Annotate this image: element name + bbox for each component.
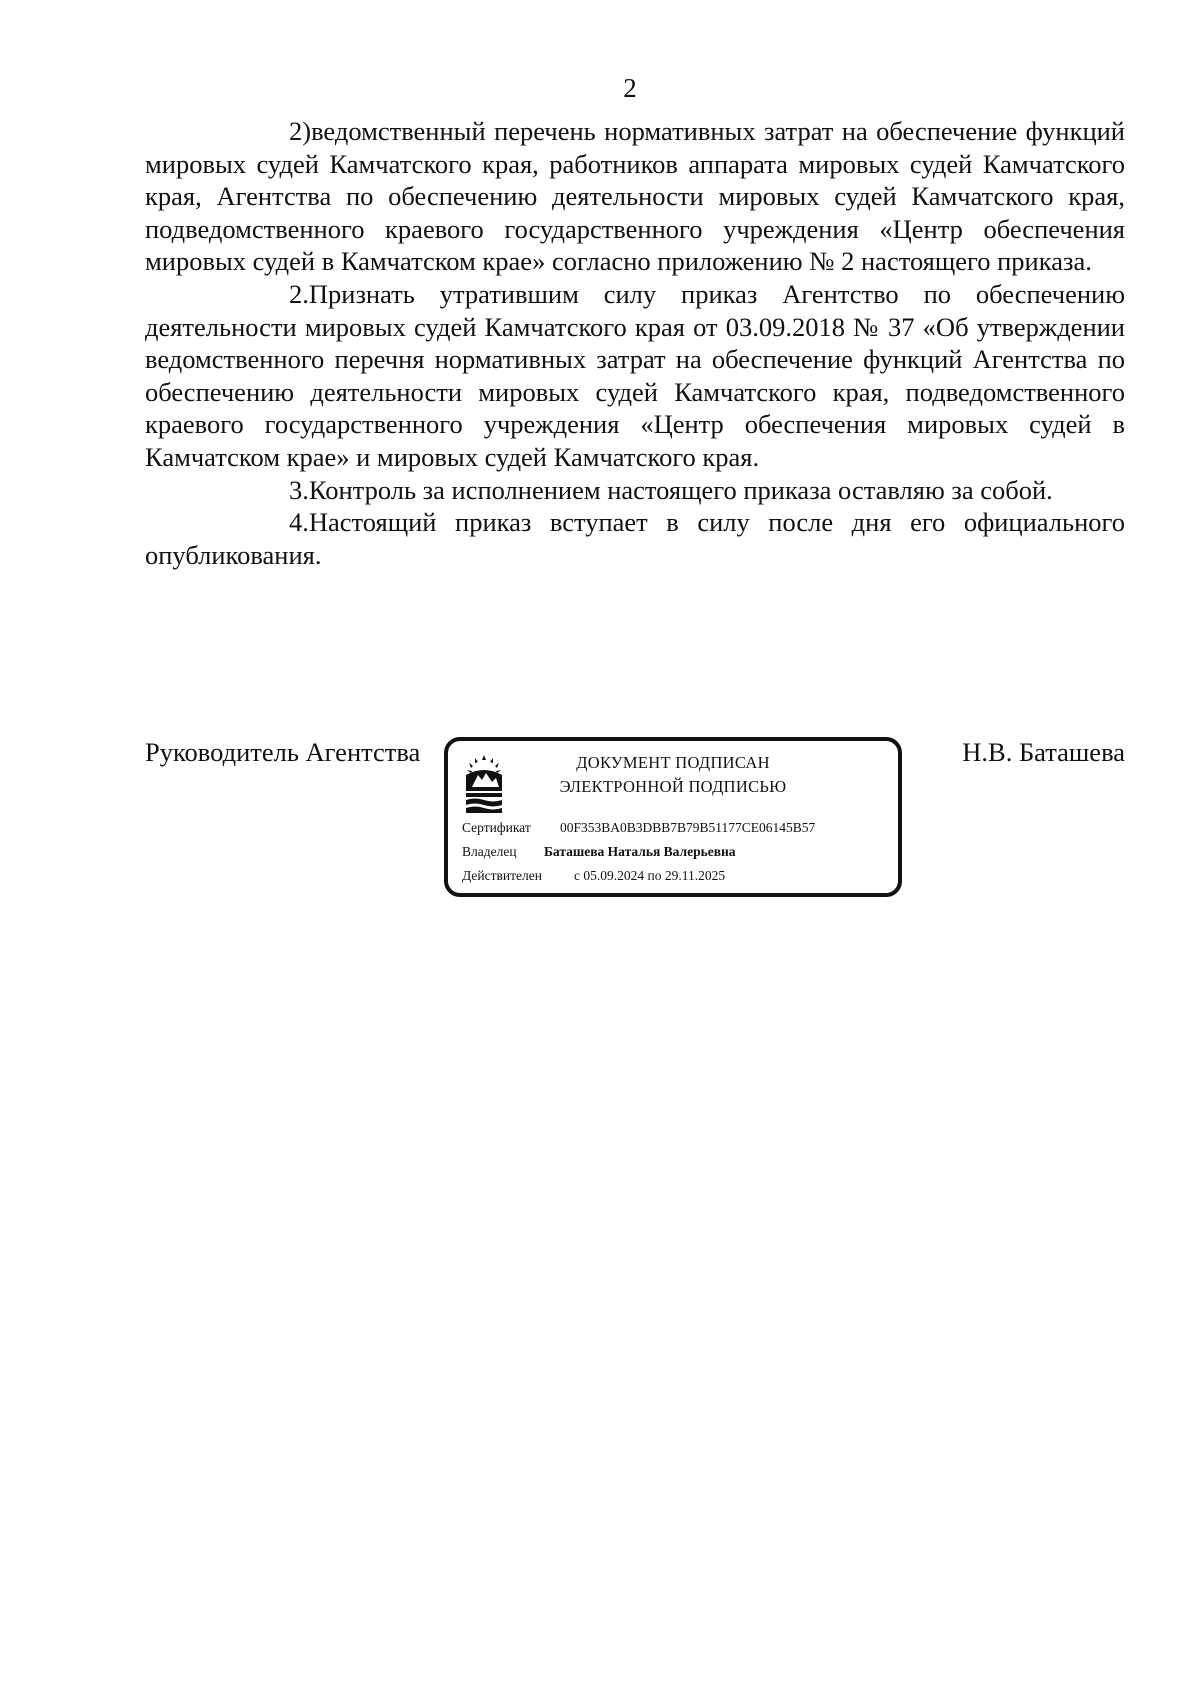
paragraph-4-number: 4.: [289, 507, 309, 538]
paragraph-1-number: 2): [289, 116, 312, 146]
certificate-value: 00F353BA0B3DBB7B79B51177CE06145B57: [560, 820, 816, 835]
paragraph-3-number: 3.: [289, 474, 309, 505]
owner-label: Владелец: [462, 844, 517, 859]
paragraph-1: [145, 115, 1125, 278]
paragraph-4: [145, 506, 1125, 571]
paragraph-2-number: 2.: [289, 278, 309, 309]
owner-value: Баташева Наталья Валерьевна: [544, 844, 736, 859]
valid-label: Действителен: [462, 868, 542, 883]
stamp-certificate-row: [462, 819, 815, 837]
signer-name: Н.В. Баташева: [962, 737, 1125, 767]
certificate-label: Сертификат: [462, 820, 531, 835]
paragraph-3: [145, 474, 1125, 507]
electronic-signature-stamp: [444, 737, 902, 897]
stamp-owner-row: [462, 843, 736, 861]
signer-position: Руководитель Агентства: [145, 737, 421, 767]
paragraph-3-text: Контроль за исполнением настоящего приказа оставляю за собой.: [308, 474, 1053, 505]
paragraph-2-text: Признать утратившим силу приказ Агентство по обеспечению деятельности мировых судей Камчатского края от 03.09.2018 № 37 «Об утверждении ведомственного перечня нормативных затрат на обеспечение функций Агентства по обеспечению деятельности мировых судей Камчатского края, подведомственного краевого государственного учреждения «Центр обеспечения мировых судей в Камчатском крае» и мировых судей Камчатского края.: [145, 278, 1125, 472]
paragraph-1-text: ведомственный перечень нормативных затрат на обеспечение функций мировых судей Камчатского края, работников аппарата мировых судей Камчатского края, Агентства по обеспечению деятельности мировых судей Камчатского края, подведомственного краевого государственного учреждения «Центр обеспечения мировых судей в Камчатском крае» согласно приложению № 2 настоящего приказа.: [145, 116, 1125, 277]
paragraph-4-text: Настоящий приказ вступает в силу после дня его официального опубликования.: [145, 507, 1125, 570]
valid-value: с 05.09.2024 по 29.11.2025: [574, 868, 726, 883]
kamchatka-emblem-icon: [462, 753, 506, 815]
stamp-validity-row: [462, 867, 725, 885]
stamp-header-line-2: ЭЛЕКТРОННОЙ ПОДПИСЬЮ: [559, 777, 787, 796]
page-number: 2: [623, 73, 637, 103]
document-body: [145, 115, 1125, 571]
stamp-header-line-1: ДОКУМЕНТ ПОДПИСАН: [576, 753, 770, 772]
paragraph-2: [145, 278, 1125, 474]
